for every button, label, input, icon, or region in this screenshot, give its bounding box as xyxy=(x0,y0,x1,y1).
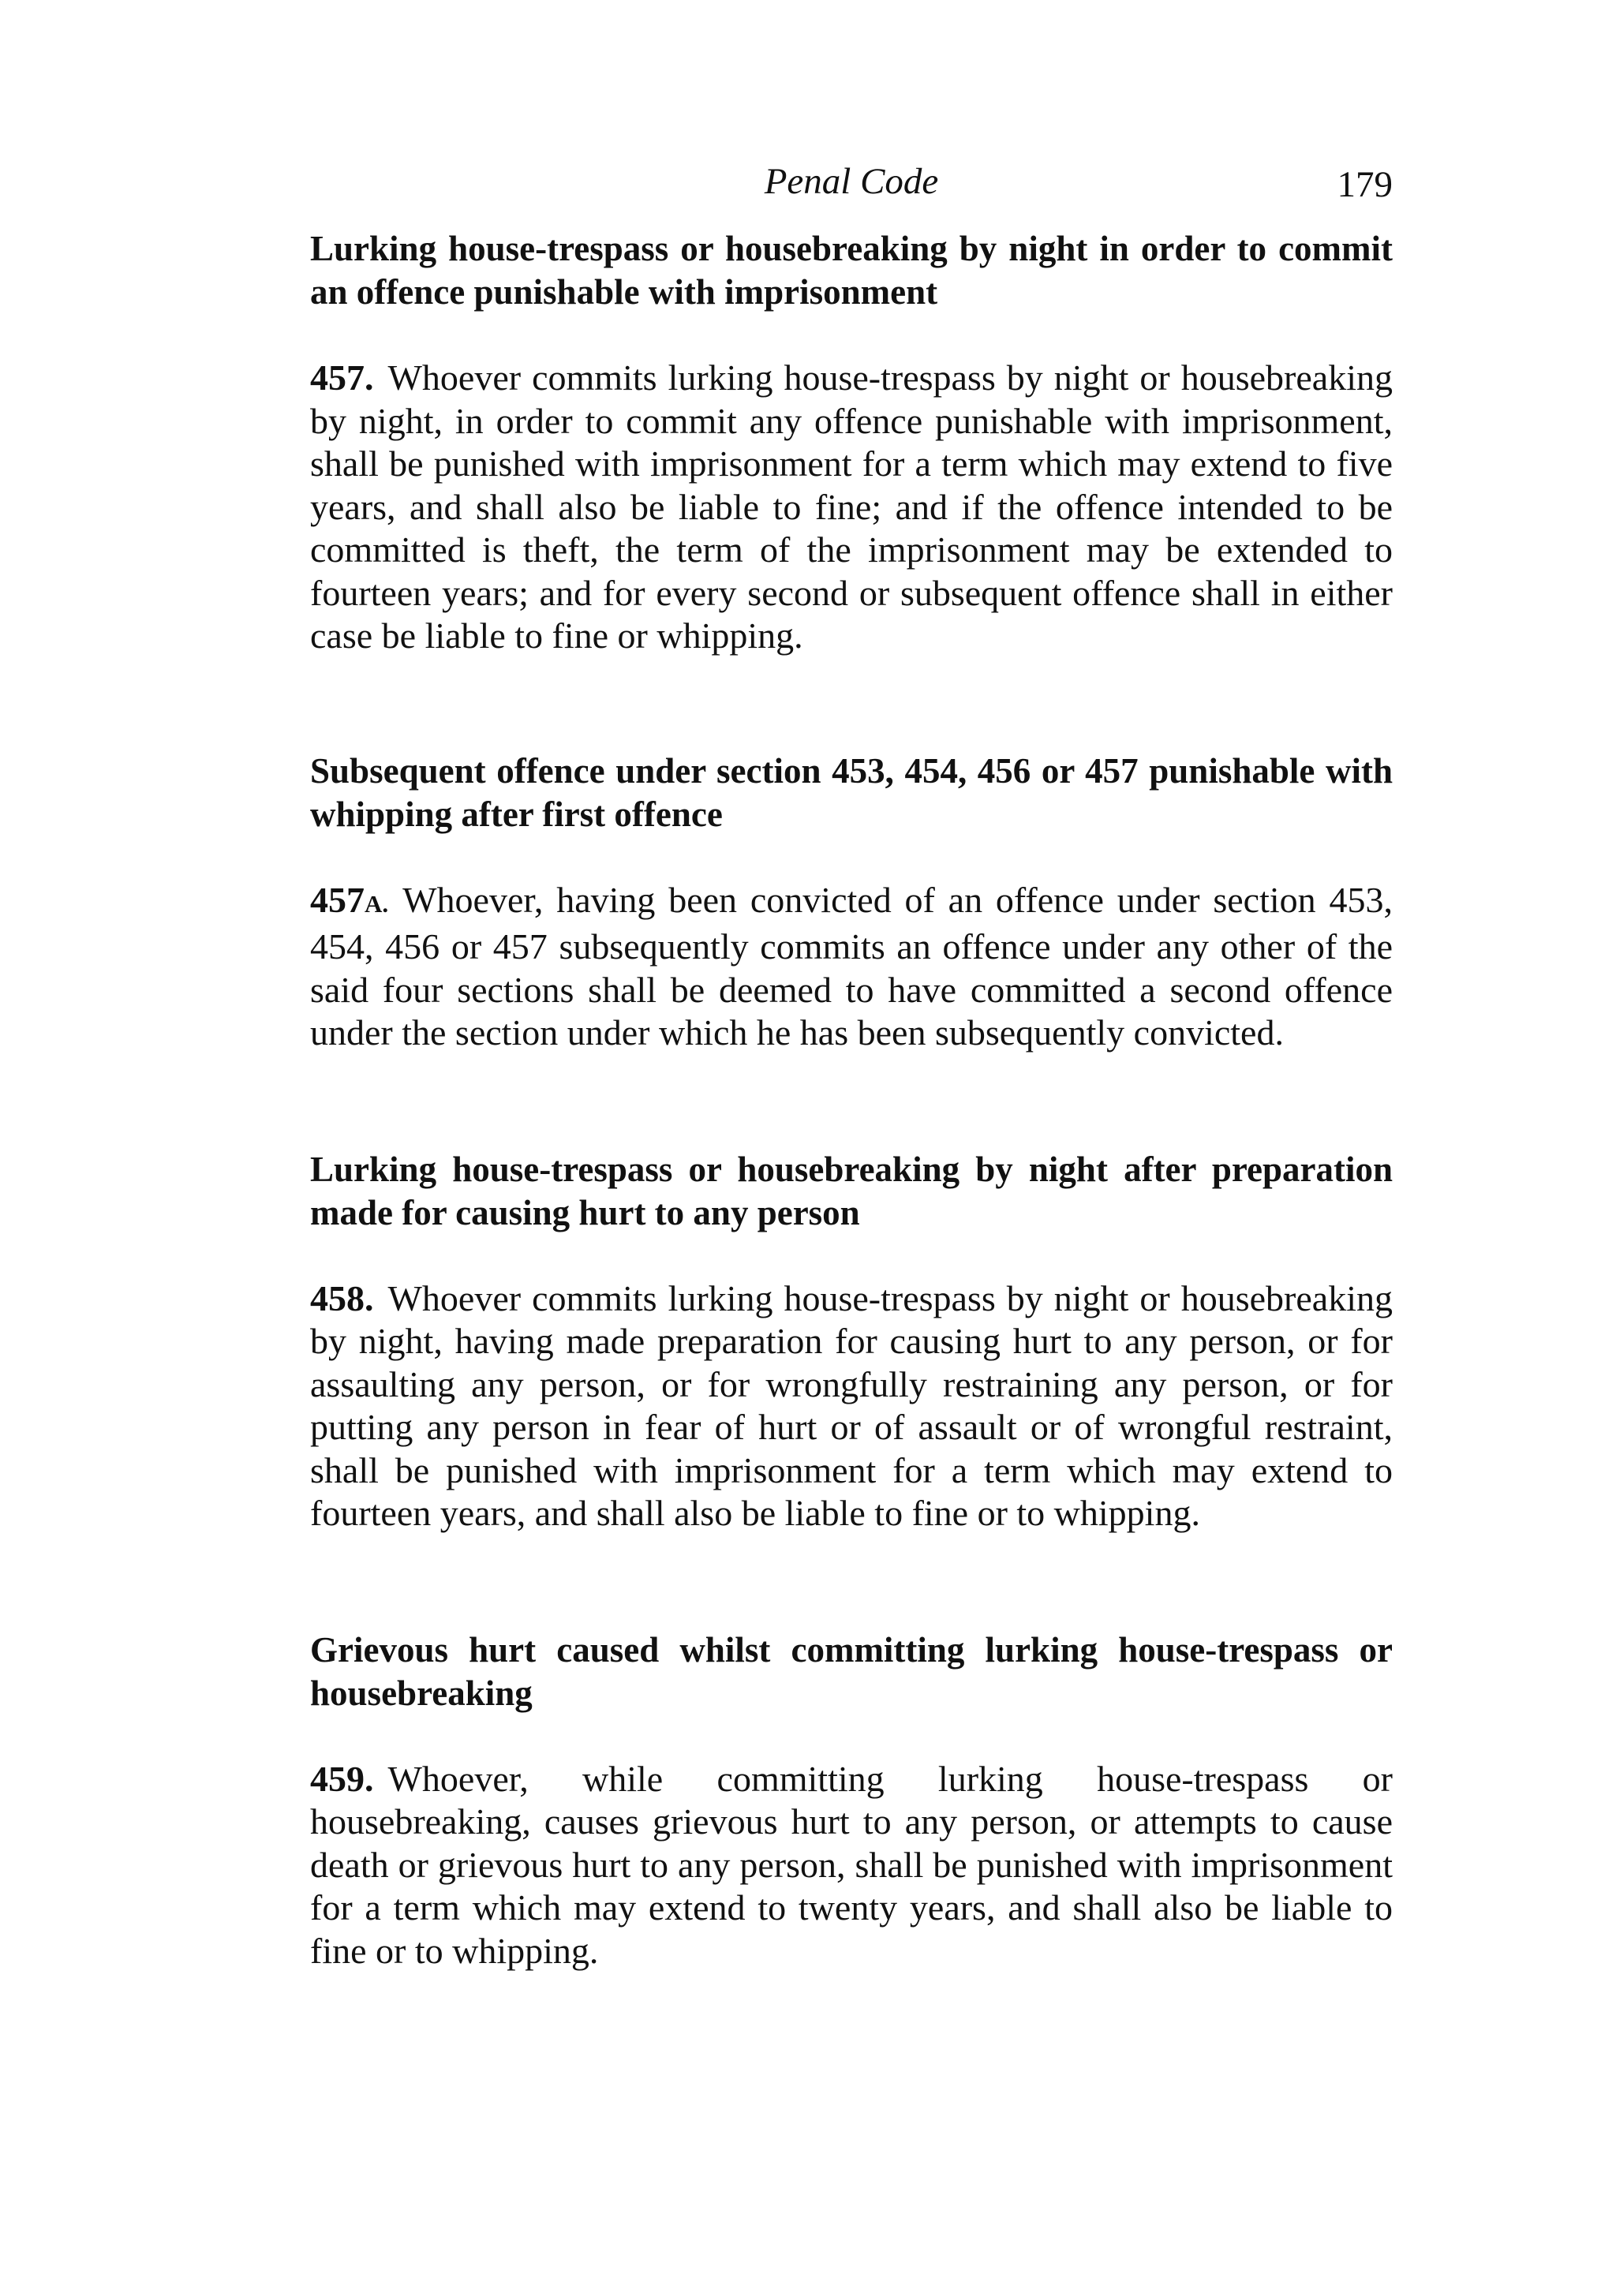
section-457-heading: Lurking house-trespass or housebreaking by night in order to commit an offence punishable with imprisonment xyxy=(310,229,1393,312)
section-459-body xyxy=(310,1758,1393,1973)
section-459-number: 459. xyxy=(310,1758,374,1799)
section-458 xyxy=(310,1148,1393,1535)
section-457 xyxy=(310,227,1393,658)
section-459-text: Whoever, while committing lurking house-trespass or housebreaking, causes grievous hurt to any person, or attempts to cause death or grievous hurt to any person, shall be punished with imprisonment for a term which may extend to twenty years, and shall also be liable to fine or to whipping. xyxy=(310,1758,1393,1971)
section-459-heading: Grievous hurt caused whilst committing lurking house-trespass or housebreaking xyxy=(310,1629,1393,1713)
section-457a-number-main: 457 xyxy=(310,879,365,920)
section-458-heading: Lurking house-trespass or housebreaking by night after preparation made for causing hurt to any person xyxy=(310,1149,1393,1232)
section-457a-text: Whoever, having been convicted of an offence under section 453, 454, 456 or 457 subsequently commits an offence under any other of the said four sections shall be deemed to have committed a second offence under the section under which he has been subsequently convicted. xyxy=(310,879,1393,1053)
section-457-body xyxy=(310,357,1393,658)
section-457a-number xyxy=(310,880,388,920)
section-457a-body xyxy=(310,879,1393,1055)
section-457a-number-suffix: A. xyxy=(365,889,389,918)
page-number: 179 xyxy=(1337,164,1393,205)
document-page xyxy=(310,150,1393,1973)
section-459 xyxy=(310,1629,1393,1973)
section-457a-heading: Subsequent offence under section 453, 454, 456 or 457 punishable with whipping after first offence xyxy=(310,750,1393,834)
running-header xyxy=(310,150,1393,213)
section-457-number: 457. xyxy=(310,357,374,398)
section-457a xyxy=(310,750,1393,1055)
section-458-text: Whoever commits lurking house-trespass by night or housebreaking by night, having made preparation for causing hurt to any person, or for assaulting any person, or for wrongfully restraining any person, or for putting any person in fear of hurt or of assault or of wrongful restraint, shall be punished with imprisonment for a term which may extend to fourteen years, and shall also be liable to fine or to whipping. xyxy=(310,1277,1393,1533)
section-458-number: 458. xyxy=(310,1277,374,1318)
section-458-body xyxy=(310,1277,1393,1535)
running-title: Penal Code xyxy=(764,161,939,202)
section-457-text: Whoever commits lurking house-trespass by night or housebreaking by night, in order to commit any offence punishable with imprisonment, shall be punished with imprisonment for a term which may extend to five years, and shall also be liable to fine; and if the offence intended to be committed is theft, the term of the imprisonment may be extended to fourteen years; and for every second or subsequent offence shall in either case be liable to fine or whipping. xyxy=(310,357,1393,656)
